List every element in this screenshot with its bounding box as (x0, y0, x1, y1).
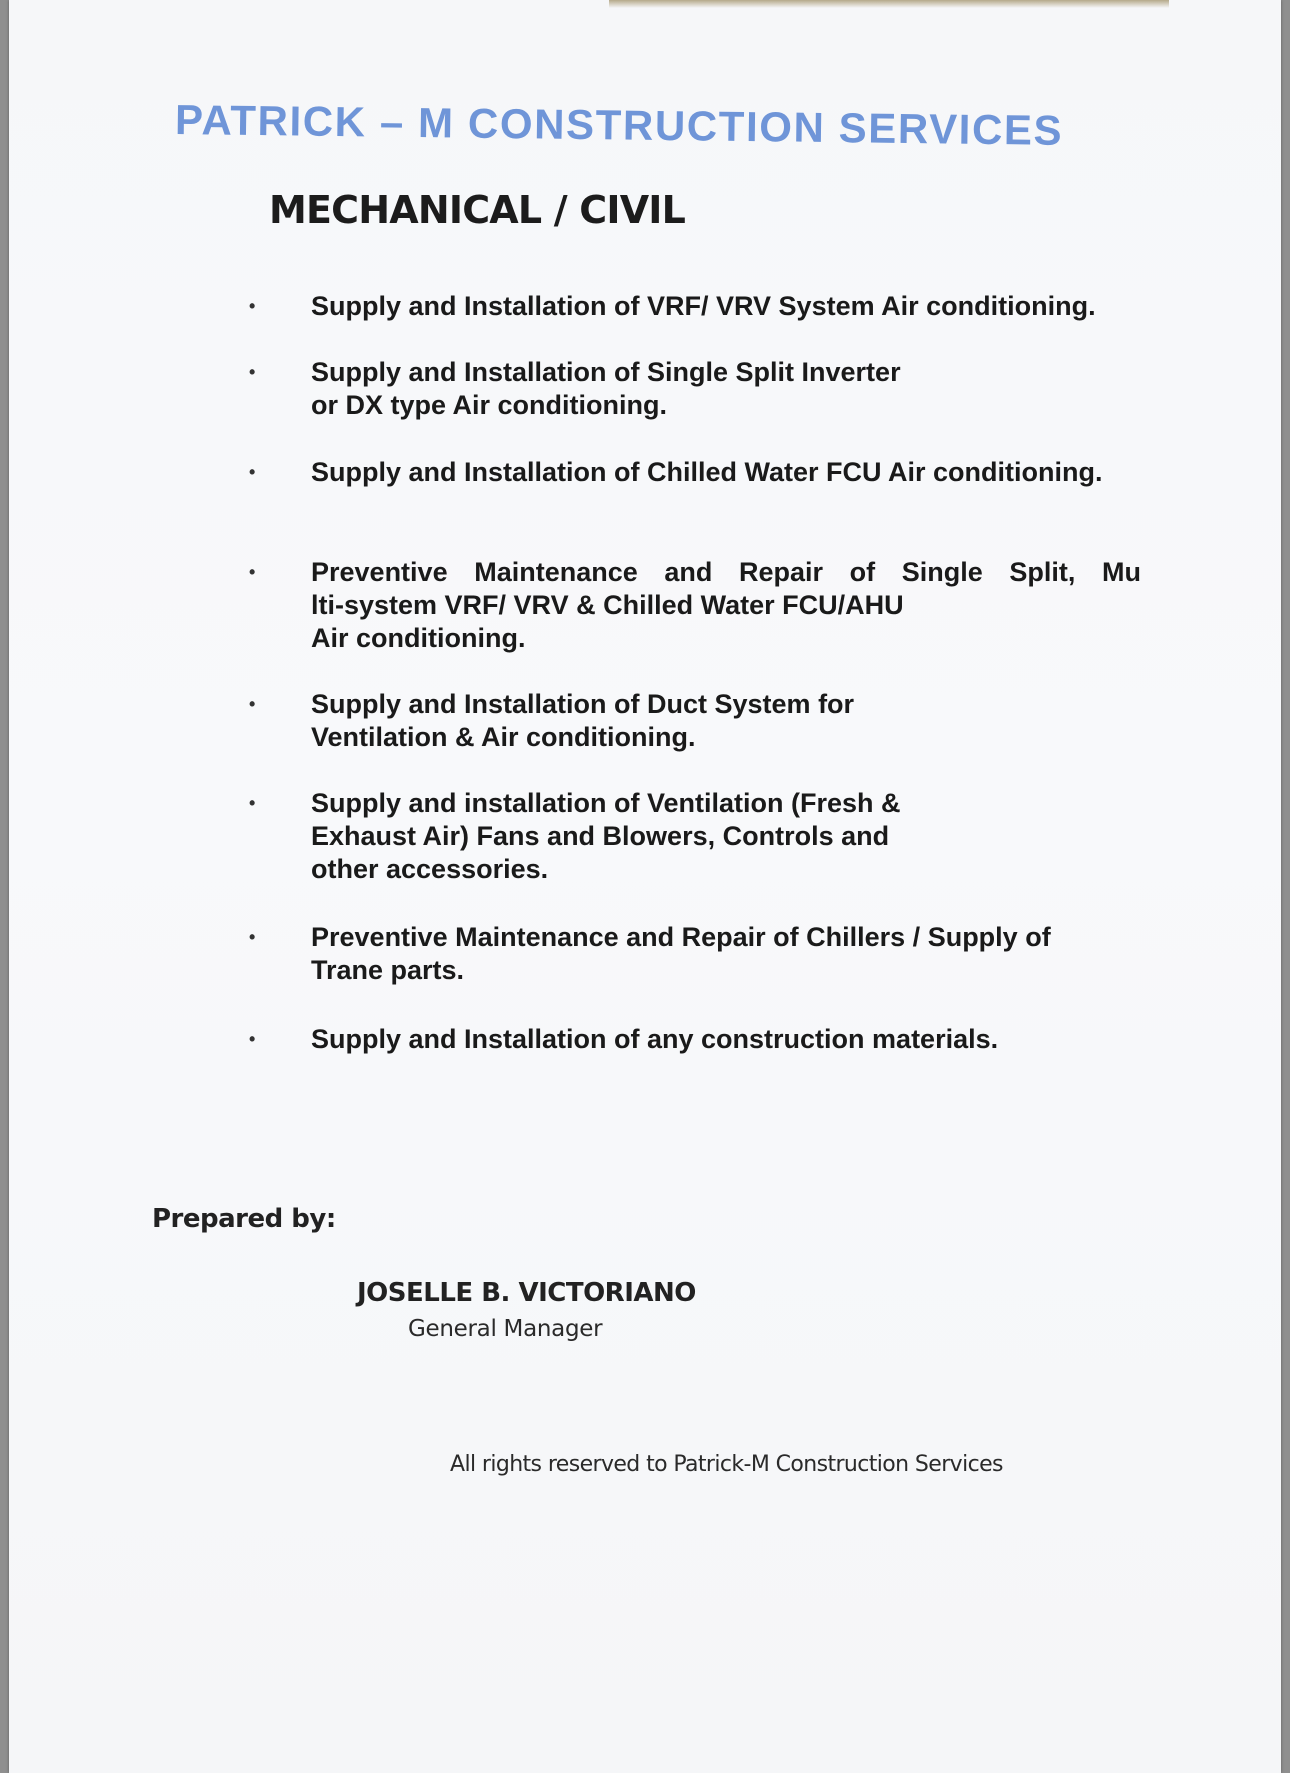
service-line: Supply and installation of Ventilation (Fresh & (311, 788, 901, 818)
bullet-icon: • (249, 296, 256, 316)
document-page (9, 0, 1281, 1773)
page-edge-tint (609, 0, 1169, 8)
service-line: other accessories. (311, 854, 549, 884)
service-text (311, 1023, 998, 1056)
section-title: MECHANICAL / CIVIL (269, 188, 686, 232)
service-line: or DX type Air conditioning. (311, 390, 667, 420)
service-text (311, 921, 1051, 987)
bullet-icon: • (249, 927, 256, 947)
signer-title: General Manager (408, 1316, 603, 1342)
service-line: Trane parts. (311, 955, 465, 985)
bullet-icon: • (249, 462, 256, 482)
service-text (311, 787, 901, 886)
service-text (311, 556, 1141, 655)
bullet-icon: • (249, 793, 256, 813)
bullet-icon: • (249, 694, 256, 714)
signer-name: JOSELLE B. VICTORIANO (357, 1278, 696, 1308)
service-line: Exhaust Air) Fans and Blowers, Controls and (311, 821, 890, 851)
company-name: PATRICK – M CONSTRUCTION SERVICES (174, 96, 1064, 154)
bullet-icon: • (249, 1029, 256, 1049)
service-line: Supply and Installation of VRF/ VRV System Air conditioning. (311, 291, 1096, 321)
prepared-by-label: Prepared by: (152, 1204, 336, 1234)
service-text (311, 290, 1096, 323)
bullet-icon: • (249, 362, 256, 382)
service-text (311, 356, 901, 422)
service-line: Supply and Installation of Single Split Inverter (311, 357, 901, 387)
service-text (311, 688, 854, 754)
service-line: Air conditioning. (311, 623, 526, 653)
service-text (311, 456, 1103, 489)
service-line: Ventilation & Air conditioning. (311, 722, 696, 752)
service-line: Supply and Installation of Chilled Water FCU Air conditioning. (311, 457, 1103, 487)
service-line: Preventive Maintenance and Repair of Chillers / Supply of (311, 922, 1051, 952)
service-line: lti-system VRF/ VRV & Chilled Water FCU/AHU (311, 590, 904, 620)
service-line: Preventive Maintenance and Repair of Single Split, Mu (311, 557, 1141, 587)
bullet-icon: • (249, 562, 256, 582)
footer-copyright: All rights reserved to Patrick-M Construction Services (450, 1452, 1003, 1477)
service-line: Supply and Installation of any construction materials. (311, 1024, 999, 1054)
service-line: Supply and Installation of Duct System for (311, 689, 855, 719)
